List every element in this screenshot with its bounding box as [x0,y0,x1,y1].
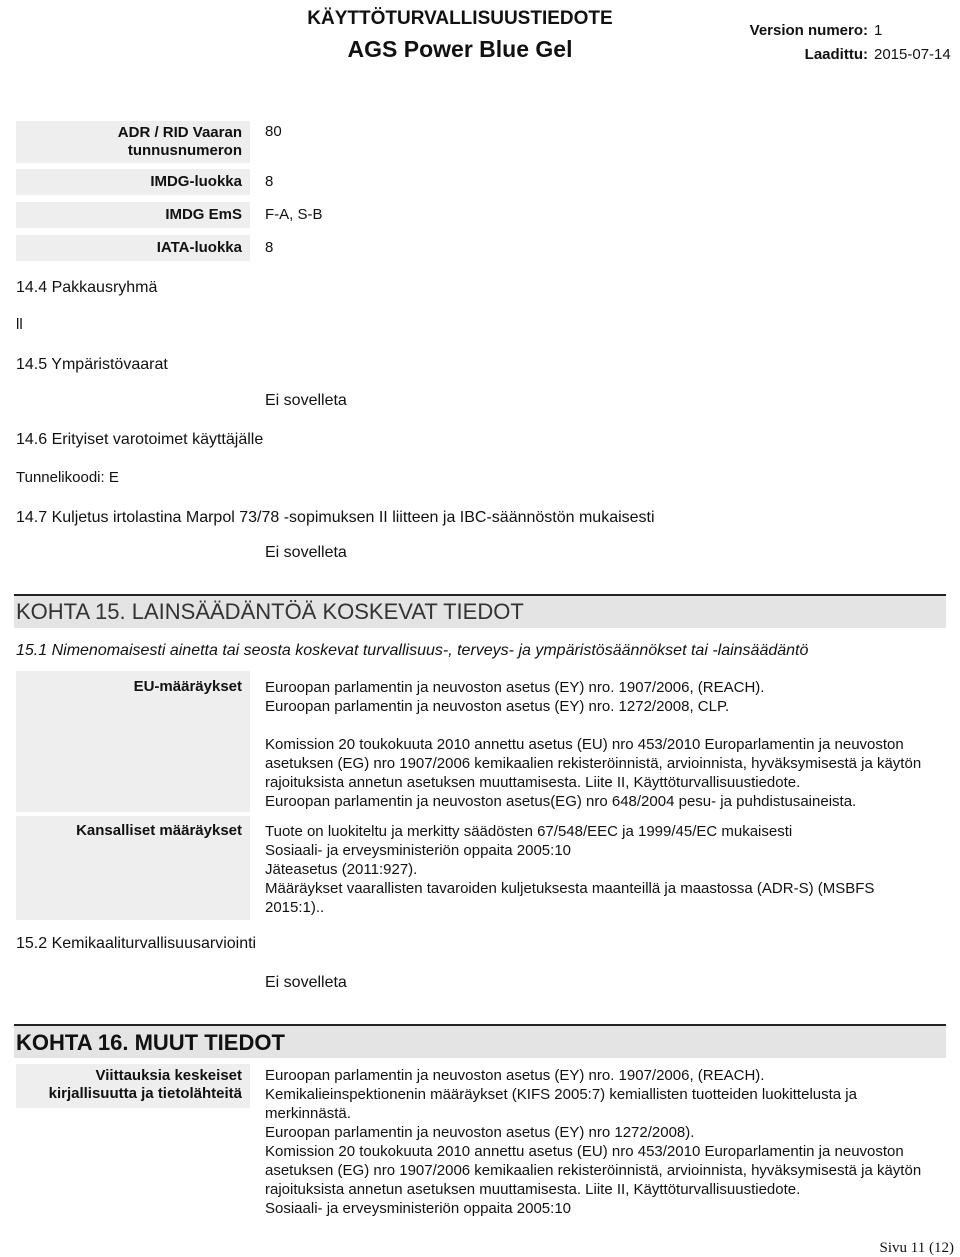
national-line: Tuote on luokiteltu ja merkitty säädösten 67/548/EEC ja 1999/45/EC mukaisesti [265,823,793,840]
imdg-class-label: IMDG-luokka [16,169,250,195]
adr-label: ADR / RID Vaaran tunnusnumeron [16,121,250,163]
national-line: Määräykset vaarallisten tavaroiden kuljetuksesta maanteillä ja maastossa (ADR-S) (MSBFS [265,880,875,897]
national-regulations-text [265,822,945,917]
adr-value: 80 [265,123,282,140]
imdg-ems-label: IMDG EmS [16,202,250,228]
eu-line: asetuksen (EG) nro 1907/2006 kemikaalien rekisteröinnistä, arvioinnista, hyväksymisestä ja käytön [265,755,922,772]
reference-line: Euroopan parlamentin ja neuvoston asetus (EY) nro. 1907/2006, (REACH). [265,1067,765,1084]
iata-value: 8 [265,239,274,256]
eu-line: rajoituksista annetun asetuksen muuttamisesta. Liite II, Käyttöturvallisuustiedote. [265,774,801,791]
heading-14-7: 14.7 Kuljetus irtolastina Marpol 73/78 -sopimuksen II liitteen ja IBC-säännöstön mukaisesti [16,509,655,526]
imdg-ems-value: F-A, S-B [265,206,323,223]
heading-14-5: 14.5 Ympäristövaarat [16,356,168,373]
references-text [265,1066,945,1218]
eu-line: Euroopan parlamentin ja neuvoston asetus (EY) nro. 1272/2008, CLP. [265,698,730,715]
eu-regulations-text [265,678,945,811]
document-title: KÄYTTÖTURVALLISUUSTIEDOTE [307,8,613,29]
national-regulations-label: Kansalliset määräykset [16,816,250,920]
version-row [730,22,882,39]
eu-line: Euroopan parlamentin ja neuvoston asetus (EY) nro. 1907/2006, (REACH). [265,679,765,696]
product-name: AGS Power Blue Gel [347,36,573,62]
date-label: Laadittu: [804,46,868,63]
version-value: 1 [874,22,883,39]
reference-line: rajoituksista annetun asetuksen muuttamisesta. Liite II, Käyttöturvallisuustiedote. [265,1181,801,1198]
eu-line: Euroopan parlamentin ja neuvoston asetus(EG) nro 648/2004 pesu- ja puhdistusaineista. [265,793,857,810]
heading-14-4: 14.4 Pakkausryhmä [16,279,158,296]
section-16-title: KOHTA 16. MUUT TIEDOT [14,1024,946,1058]
iata-label: IATA-luokka [16,235,250,261]
chemical-safety-value: Ei sovelleta [265,974,347,991]
heading-15-2: 15.2 Kemikaaliturvallisuusarviointi [16,935,257,952]
imdg-class-value: 8 [265,173,274,190]
reference-line: Komission 20 toukokuuta 2010 annettu asetus (EU) nro 453/2010 Europarlamentin ja neuvoston [265,1143,904,1160]
eu-line: Komission 20 toukokuuta 2010 annettu asetus (EU) nro 453/2010 Europarlamentin ja neuvoston [265,736,904,753]
page-number: Sivu 11 (12) [879,1240,954,1256]
national-line: Sosiaali- ja erveysministeriön oppaita 2005:10 [265,842,572,859]
reference-line: merkinnästä. [265,1105,351,1122]
environmental-hazards-value: Ei sovelleta [265,392,347,409]
packing-group-value: ll [16,316,23,333]
date-value: 2015-07-14 [874,46,951,63]
reference-line: asetuksen (EG) nro 1907/2006 kemikaalien rekisteröinnistä, arvioinnista, hyväksymisestä ja käytön [265,1162,922,1179]
tunnel-code: Tunnelikoodi: E [16,469,119,486]
marpol-value: Ei sovelleta [265,544,347,561]
section-15-title: KOHTA 15. LAINSÄÄDÄNTÖÄ KOSKEVAT TIEDOT [14,594,946,628]
heading-15-1: 15.1 Nimenomaisesti ainetta tai seosta koskevat turvallisuus-, terveys- ja ympäristösäännökset tai -lainsäädäntö [16,642,809,659]
date-row [730,46,951,63]
national-line: Jäteasetus (2011:927). [265,861,418,878]
reference-line: Kemikalieinspektionenin määräykset (KIFS 2005:7) kemiallisten tuotteiden luokittelusta ja [265,1086,857,1103]
eu-line-spacer [265,716,945,735]
eu-regulations-label: EU-määräykset [16,671,250,812]
reference-line: Euroopan parlamentin ja neuvoston asetus (EY) nro 1272/2008). [265,1124,695,1141]
references-label: Viittauksia keskeiset kirjallisuutta ja tietolähteitä [16,1064,250,1108]
heading-14-6: 14.6 Erityiset varotoimet käyttäjälle [16,431,264,448]
national-line: 2015:1).. [265,899,325,916]
version-label: Version numero: [749,22,868,39]
reference-line: Sosiaali- ja erveysministeriön oppaita 2005:10 [265,1200,572,1217]
